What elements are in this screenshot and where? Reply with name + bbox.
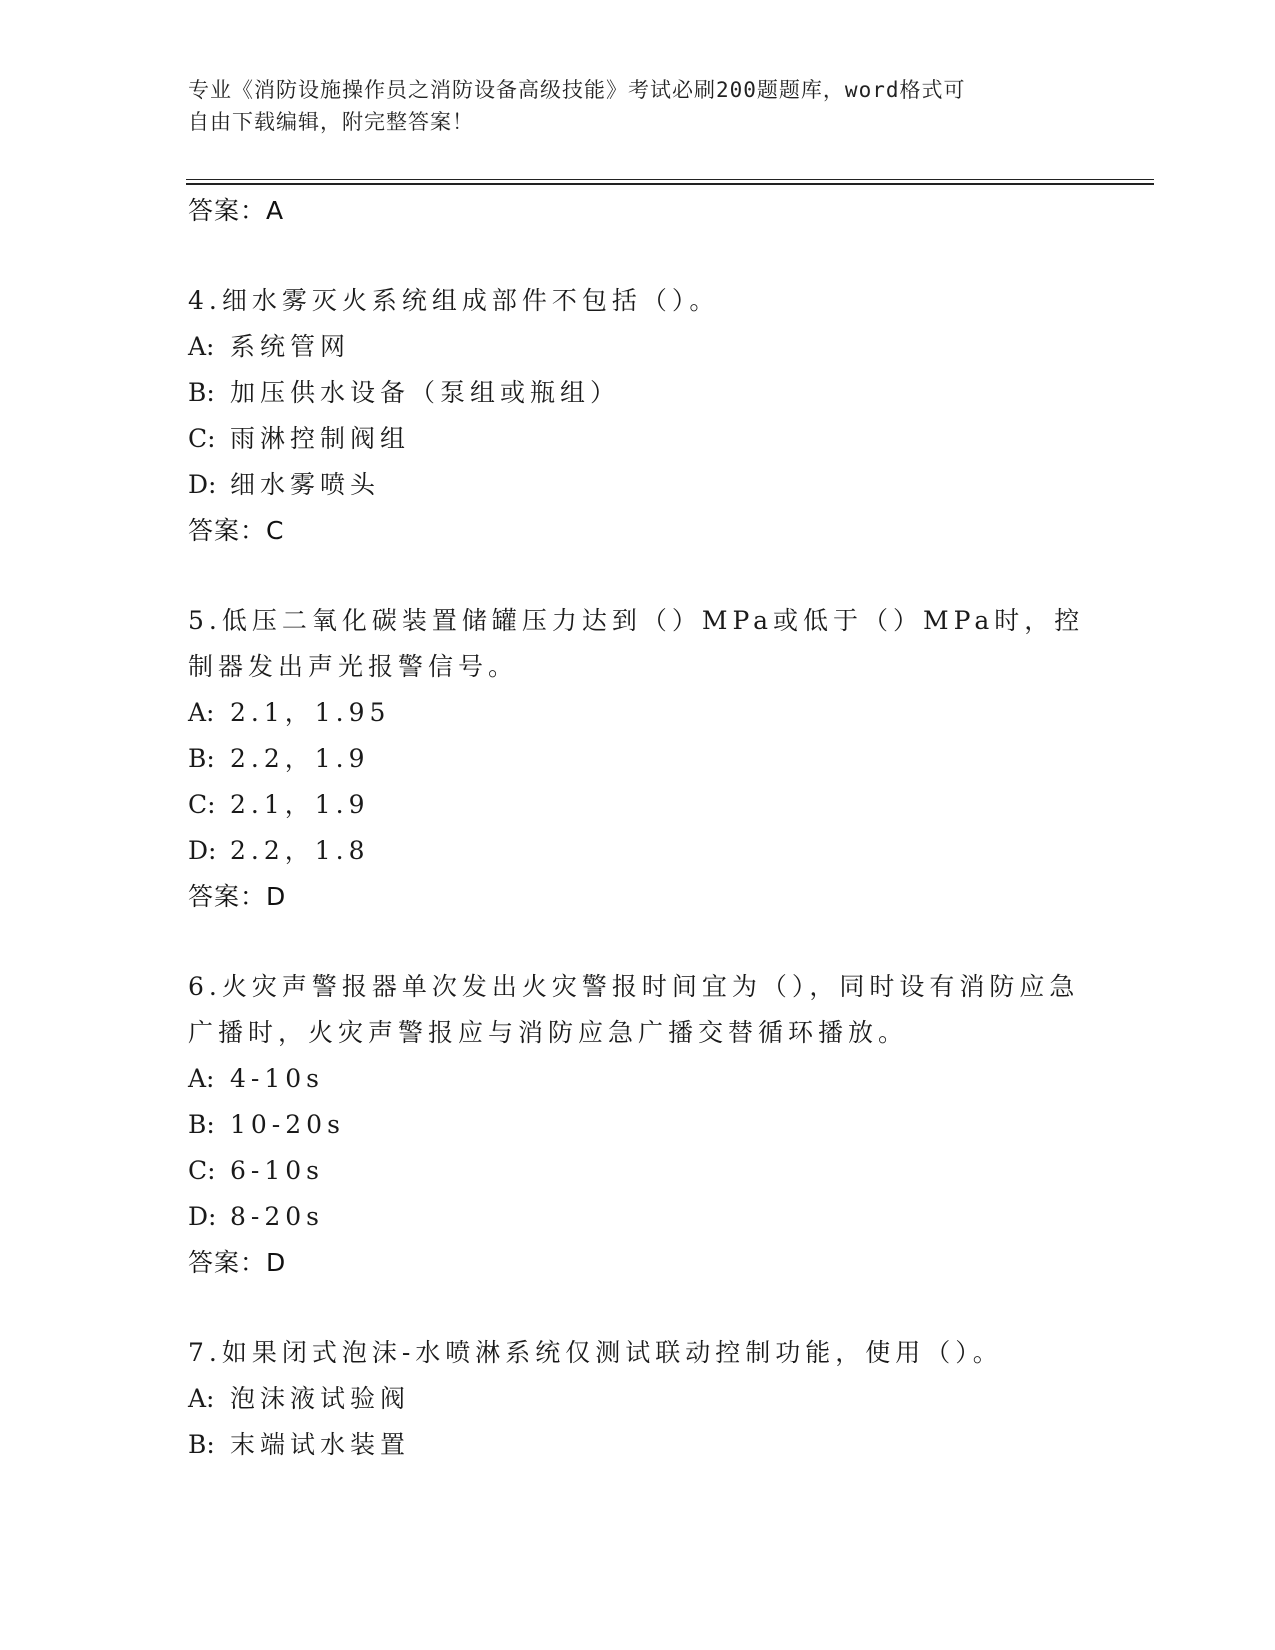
option-letter: B: — [188, 378, 215, 407]
header-divider-thick — [186, 183, 1154, 185]
option-text: 2.1，1.9 — [230, 790, 370, 819]
option-letter: C: — [188, 424, 216, 453]
header-line-1: 专业《消防设施操作员之消防设备高级技能》考试必刷200题题库，word格式可 — [188, 78, 966, 102]
option-letter: B: — [188, 1110, 215, 1139]
header-line-2: 自由下载编辑，附完整答案！ — [188, 110, 474, 134]
option-b — [188, 370, 1088, 416]
option-text: 6-10s — [230, 1156, 324, 1185]
option-d — [188, 1194, 1088, 1240]
question-item — [188, 598, 1088, 920]
answer-line: 答案：C — [188, 516, 285, 545]
document-header — [188, 74, 1088, 138]
question-item — [188, 964, 1088, 1286]
option-text: 4-10s — [230, 1064, 324, 1093]
option-letter: A: — [188, 1064, 215, 1093]
header-divider-thin — [186, 179, 1154, 180]
option-a — [188, 1056, 1088, 1102]
option-text: 8-20s — [230, 1202, 324, 1231]
option-text: 末端试水装置 — [230, 1430, 411, 1459]
option-a — [188, 1376, 1088, 1422]
option-b — [188, 736, 1088, 782]
option-text: 2.2，1.9 — [230, 744, 370, 773]
option-text: 系统管网 — [230, 332, 351, 361]
option-letter: C: — [188, 790, 216, 819]
option-c — [188, 416, 1088, 462]
option-a — [188, 324, 1088, 370]
option-b — [188, 1422, 1088, 1468]
option-text: 雨淋控制阀组 — [230, 424, 411, 453]
option-c — [188, 782, 1088, 828]
option-text: 细水雾喷头 — [230, 470, 381, 499]
option-letter: A: — [188, 698, 215, 727]
question-item — [188, 1330, 1088, 1468]
option-letter: D: — [188, 1202, 217, 1231]
question-text: 4.细水雾灭火系统组成部件不包括（）。 — [188, 286, 720, 315]
document-body — [188, 188, 1088, 1468]
option-text: 加压供水设备（泵组或瓶组） — [230, 378, 621, 407]
option-c — [188, 1148, 1088, 1194]
option-letter: B: — [188, 744, 215, 773]
question-text: 6.火灾声警报器单次发出火灾警报时间宜为（），同时设有消防应急广播时，火灾声警报应与消防应急广播交替循环播放。 — [188, 972, 1080, 1047]
option-letter: A: — [188, 1384, 215, 1413]
option-a — [188, 690, 1088, 736]
answer-line: 答案：A — [188, 196, 285, 225]
option-d — [188, 462, 1088, 508]
answer-line: 答案：D — [188, 1248, 287, 1277]
option-b — [188, 1102, 1088, 1148]
option-letter: D: — [188, 470, 217, 499]
option-text: 2.1，1.95 — [230, 698, 391, 727]
option-letter: C: — [188, 1156, 216, 1185]
option-text: 10-20s — [230, 1110, 345, 1139]
option-text: 2.2，1.8 — [230, 836, 370, 865]
answer-line: 答案：D — [188, 882, 287, 911]
question-text: 5.低压二氧化碳装置储罐压力达到（）MPa或低于（）MPa时，控制器发出声光报警信号。 — [188, 606, 1085, 681]
question-item — [188, 278, 1088, 554]
option-letter: A: — [188, 332, 215, 361]
option-text: 泡沫液试验阀 — [230, 1384, 411, 1413]
option-letter: D: — [188, 836, 217, 865]
option-d — [188, 828, 1088, 874]
option-letter: B: — [188, 1430, 215, 1459]
question-text: 7.如果闭式泡沫-水喷淋系统仅测试联动控制功能，使用（）。 — [188, 1338, 1003, 1367]
